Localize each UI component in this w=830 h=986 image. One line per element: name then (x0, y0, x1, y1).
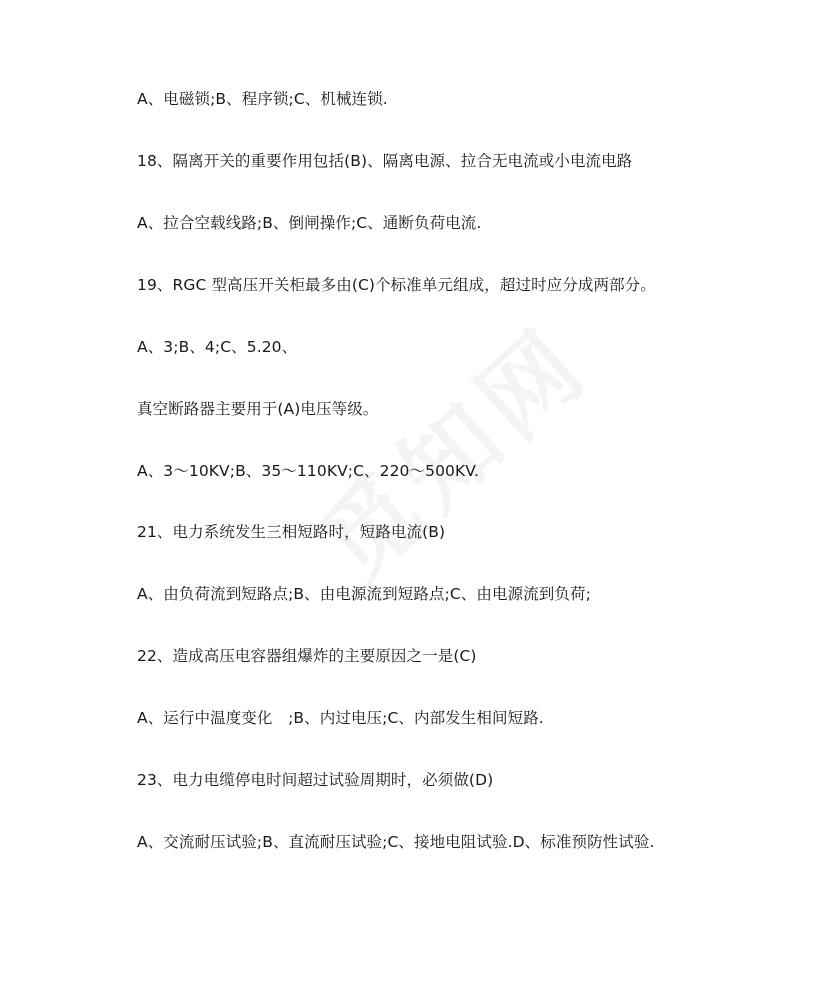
option-line-20: A、3～10KV;B、35～110KV;C、220～500KV. (137, 462, 479, 480)
option-line-19: A、3;B、4;C、5.20、 (137, 338, 298, 356)
question-22: 22、造成高压电容器组爆炸的主要原因之一是(C) (137, 647, 477, 665)
option-line-18: A、拉合空载线路;B、倒闸操作;C、通断负荷电流. (137, 214, 482, 232)
watermark (270, 277, 629, 620)
question-21: 21、电力系统发生三相短路时，短路电流(B) (137, 523, 446, 541)
option-line-22: A、运行中温度变化 ;B、内过电压;C、内部发生相间短路. (137, 709, 544, 727)
option-line-21: A、由负荷流到短路点;B、由电源流到短路点;C、由电源流到负荷; (137, 585, 591, 603)
question-20: 真空断路器主要用于(A)电压等级。 (137, 400, 379, 418)
option-line-23: A、交流耐压试验;B、直流耐压试验;C、接地电阻试验.D、标准预防性试验. (137, 833, 655, 851)
question-19: 19、RGC 型高压开关柜最多由(C)个标准单元组成，超过时应分成两部分。 (137, 276, 656, 294)
question-23: 23、电力电缆停电时间超过试验周期时，必须做(D) (137, 771, 494, 789)
option-line-17: A、电磁锁;B、程序锁;C、机械连锁. (137, 90, 388, 108)
question-18: 18、隔离开关的重要作用包括(B)、隔离电源、拉合无电流或小电流电路 (137, 152, 633, 170)
